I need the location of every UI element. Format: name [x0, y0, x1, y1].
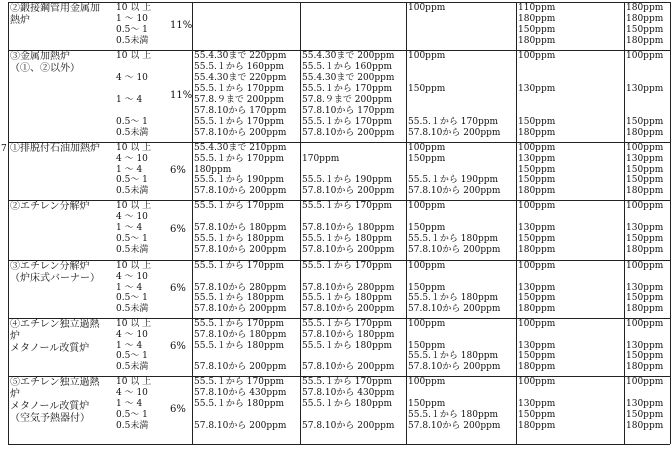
- table-line: 180ppm: [626, 245, 664, 255]
- table-cell-name: [10, 377, 112, 443]
- table-line: 4 ～ 10: [116, 388, 148, 398]
- table-cell-b: [302, 319, 404, 375]
- table-cell-c: [408, 201, 514, 259]
- table-line: 180ppm: [518, 362, 556, 373]
- table-line: 1 ～ 4: [116, 399, 143, 409]
- row-heading: 熱炉: [10, 15, 30, 26]
- table-line: 150ppm: [408, 153, 446, 164]
- table-line: 0.5未満: [116, 186, 149, 197]
- table-line: 150ppm: [626, 293, 664, 304]
- table-line: 100ppm: [408, 3, 446, 13]
- table-line: 57.8.９まで 200ppm: [194, 95, 284, 105]
- table-line: 1 ～ 4: [116, 282, 143, 293]
- table-rule: [8, 444, 670, 445]
- table-cell-name: [10, 143, 112, 199]
- table-line: 55.5.１から 180ppm: [408, 351, 498, 362]
- table-line: 10 以 上: [116, 143, 152, 153]
- table-cell-d: [518, 143, 622, 199]
- table-line: 57.8.10から 200ppm: [302, 421, 395, 431]
- table-line: 55.5.１から 160ppm: [302, 62, 392, 72]
- table-line: 57.8.10から 200ppm: [302, 128, 395, 138]
- table-line: 150ppm: [408, 223, 446, 233]
- table-line: 1 ～ 10: [116, 14, 148, 24]
- table-line: 55.5.１から 190ppm: [408, 175, 498, 186]
- row-heading: ③エチレン分解炉: [10, 261, 90, 272]
- table-line: 150ppm: [626, 351, 664, 362]
- table-cell-a: [194, 261, 298, 317]
- table-line: 100ppm: [626, 261, 664, 271]
- table-cell-e: [626, 143, 668, 199]
- table-rule: [624, 2, 625, 444]
- table-cell-c: [408, 319, 514, 375]
- table-line: 180ppm: [626, 362, 664, 373]
- table-line: 57.8.10から 180ppm: [302, 223, 395, 233]
- table-line: 180ppm: [626, 36, 664, 46]
- table-rule: [516, 2, 517, 444]
- table-line: 180ppm: [194, 164, 232, 175]
- table-line: 57.8.10から 180ppm: [302, 329, 395, 340]
- table-cell-sizes: [116, 319, 158, 375]
- row-heading: ⑤エチレン独立過熱: [10, 377, 100, 388]
- table-line: 150ppm: [626, 164, 664, 175]
- row-heading: （炉床式バーナー）: [10, 273, 100, 284]
- row-heading: ②エチレン分解炉: [10, 201, 90, 212]
- table-line: 150ppm: [626, 117, 664, 127]
- table-line: 130ppm: [626, 340, 664, 351]
- table-cell-o2: [162, 3, 193, 49]
- table-line: 1 ～ 4: [116, 95, 143, 105]
- table-line: 57.8.10から 170ppm: [194, 106, 287, 116]
- table-line: 180ppm: [518, 421, 556, 431]
- table-line: 180ppm: [626, 14, 664, 24]
- table-cell-sizes: [116, 51, 158, 141]
- table-line: 100ppm: [408, 201, 446, 211]
- oxygen-percent: 6%: [170, 341, 186, 352]
- table-line: 180ppm: [518, 36, 556, 46]
- table-line: 57.8.10から 200ppm: [302, 245, 395, 255]
- table-line: 100ppm: [626, 319, 664, 329]
- table-line: 55.5.１から 180ppm: [194, 234, 284, 244]
- table-line: 100ppm: [408, 51, 446, 61]
- table-line: 150ppm: [408, 340, 446, 351]
- table-line: 130ppm: [518, 153, 556, 164]
- table-cell-name: [10, 319, 112, 375]
- table-line: 130ppm: [626, 153, 664, 164]
- row-heading: 炉: [10, 331, 20, 342]
- table-line: 55.5.１から 170ppm: [408, 117, 498, 127]
- table-line: 180ppm: [518, 186, 556, 197]
- table-cell-c: [408, 143, 514, 199]
- table-cell-o2: [162, 51, 193, 141]
- table-line: 57.8.10から 430ppm: [194, 388, 287, 398]
- table-cell-a: [194, 51, 298, 141]
- table-line: 55.5.１から 160ppm: [194, 62, 284, 72]
- table-line: 57.8.10から 200ppm: [408, 304, 501, 315]
- table-cell-o2: [162, 319, 190, 375]
- table-line: 55.5.１から 170ppm: [302, 377, 392, 387]
- table-line: 150ppm: [518, 25, 556, 35]
- table-line: 57.8.10から 180ppm: [194, 223, 287, 233]
- table-line: 55.5.１から 170ppm: [194, 153, 284, 164]
- table-line: 57.8.10から 200ppm: [194, 245, 287, 255]
- table-line: 0.5～ 1: [116, 234, 148, 244]
- table-line: 55.5.１から 180ppm: [408, 234, 498, 244]
- table-line: 10 以 上: [116, 319, 152, 329]
- table-rule: [8, 2, 9, 444]
- table-line: 55.5.１から 170ppm: [194, 261, 284, 271]
- table-line: 150ppm: [626, 234, 664, 244]
- table-line: 150ppm: [408, 399, 446, 409]
- table-line: 150ppm: [408, 282, 446, 293]
- table-line: 57.8.10から 280ppm: [302, 282, 395, 293]
- table-line: 180ppm: [626, 3, 664, 13]
- table-line: 100ppm: [518, 201, 556, 211]
- table-line: 130ppm: [518, 223, 556, 233]
- table-line: 180ppm: [518, 304, 556, 315]
- table-line: 10 以 上: [116, 51, 152, 61]
- row-heading: ②鍛接鋼管用金属加: [10, 3, 100, 14]
- table-cell-e: [626, 201, 668, 259]
- table-cell-a: [194, 201, 298, 259]
- row-heading: ①排脱付石油加熱炉: [10, 143, 100, 154]
- table-line: 150ppm: [518, 234, 556, 244]
- table-line: 130ppm: [518, 399, 556, 409]
- table-line: 10 以 上: [116, 261, 152, 271]
- oxygen-percent: 6%: [170, 165, 186, 176]
- table-line: 55.5.１から 170ppm: [194, 319, 284, 329]
- table-line: 0.5～ 1: [116, 175, 148, 186]
- table-line: 150ppm: [626, 175, 664, 186]
- table-rule: [406, 2, 407, 444]
- table-line: 55.5.１から 170ppm: [302, 84, 392, 94]
- table-line: 100ppm: [518, 51, 556, 61]
- table-line: 100ppm: [408, 261, 446, 271]
- table-cell-c: [408, 3, 514, 49]
- row-heading: メタノール改質炉: [10, 401, 90, 412]
- table-cell-sizes: [116, 143, 158, 199]
- table-rule: [300, 2, 301, 444]
- table-line: 130ppm: [518, 282, 556, 293]
- table-line: 180ppm: [518, 245, 556, 255]
- table-line: 110ppm: [518, 3, 556, 13]
- table-cell-o2: [162, 143, 190, 199]
- table-line: 180ppm: [518, 14, 556, 24]
- table-cell-o2: [162, 261, 190, 317]
- table-cell-e: [626, 51, 668, 141]
- table-line: 55.4.30まで 200ppm: [302, 73, 395, 83]
- table-cell-b: [302, 143, 404, 199]
- table-line: 10 以 上: [116, 3, 152, 13]
- table-line: 180ppm: [626, 421, 664, 431]
- table-line: 150ppm: [518, 164, 556, 175]
- table-line: 57.8.10から 200ppm: [194, 304, 287, 315]
- table-line: 100ppm: [408, 143, 446, 153]
- table-cell-o2: [162, 377, 190, 443]
- table-line: 55.4.30まで 200ppm: [302, 51, 395, 61]
- table-line: 55.5.１から 180ppm: [302, 234, 392, 244]
- table-cell-e: [626, 261, 668, 317]
- table-cell-c: [408, 377, 514, 443]
- table-line: 57.8.10から 200ppm: [302, 304, 395, 315]
- row-heading: 炉: [10, 389, 20, 400]
- table-line: 0.5～ 1: [116, 117, 148, 127]
- table-line: 4 ～ 10: [116, 73, 148, 83]
- table-line: 0.5未満: [116, 36, 149, 46]
- table-line: 57.8.10から 200ppm: [194, 362, 287, 373]
- table-line: 0.5未満: [116, 421, 149, 431]
- table-line: 55.4.30まで 220ppm: [194, 51, 287, 61]
- table-line: 150ppm: [518, 351, 556, 362]
- table-line: 100ppm: [626, 51, 664, 61]
- table-cell-name: [10, 201, 112, 259]
- table-line: 0.5未満: [116, 128, 149, 138]
- table-cell-b: [302, 261, 404, 317]
- table-cell-a: [194, 377, 298, 443]
- table-line: 55.5.１から 170ppm: [194, 117, 284, 127]
- oxygen-percent: 6%: [170, 404, 186, 415]
- table-line: 100ppm: [518, 261, 556, 271]
- table-line: 1 ～ 4: [116, 340, 143, 351]
- table-line: 57.8.10から 200ppm: [194, 186, 287, 197]
- table-line: 130ppm: [626, 223, 664, 233]
- table-cell-b: [302, 377, 404, 443]
- table-cell-sizes: [116, 201, 158, 259]
- row-heading: メタノール改質炉: [10, 343, 90, 354]
- table-line: 57.8.10から 200ppm: [408, 186, 501, 197]
- table-cell-a: [194, 319, 298, 375]
- table-line: 55.5.１から 170ppm: [302, 117, 392, 127]
- table-line: 57.8.10から 280ppm: [194, 282, 287, 293]
- table-cell-c: [408, 51, 514, 141]
- table-line: 57.8.10から 200ppm: [194, 421, 287, 431]
- table-line: 57.8.10から 200ppm: [302, 186, 395, 197]
- table-cell-o2: [162, 201, 190, 259]
- table-line: 150ppm: [518, 117, 556, 127]
- table-line: 150ppm: [408, 84, 446, 94]
- table-line: 55.5.１から 170ppm: [194, 201, 284, 211]
- table-cell-d: [518, 261, 622, 317]
- table-rule: [192, 2, 193, 444]
- oxygen-percent: 11%: [170, 90, 193, 101]
- table-line: 57.8.10から 430ppm: [302, 388, 395, 398]
- table-line: 55.5.１から 180ppm: [194, 399, 284, 409]
- table-line: 55.5.１から 170ppm: [302, 319, 392, 329]
- table-line: 55.5.１から 180ppm: [408, 293, 498, 304]
- table-line: 150ppm: [518, 410, 556, 420]
- table-line: 100ppm: [626, 143, 664, 153]
- table-line: 100ppm: [626, 201, 664, 211]
- table-cell-e: [626, 377, 668, 443]
- table-line: 10 以 上: [116, 201, 152, 211]
- table-line: 55.5.１から 170ppm: [194, 84, 284, 94]
- table-line: 57.8.10から 200ppm: [408, 421, 501, 431]
- table-cell-b: [302, 201, 404, 259]
- table-line: 4 ～ 10: [116, 271, 148, 282]
- table-line: 0.5～ 1: [116, 293, 148, 304]
- table-line: 130ppm: [626, 282, 664, 293]
- table-line: 100ppm: [518, 377, 556, 387]
- table-cell-b: [302, 51, 404, 141]
- oxygen-percent: 6%: [170, 224, 186, 235]
- table-line: 0.5～ 1: [116, 25, 148, 35]
- table-line: 4 ～ 10: [116, 153, 148, 164]
- table-cell-sizes: [116, 3, 158, 49]
- table-cell-d: [518, 319, 622, 375]
- table-cell-a: [194, 3, 298, 49]
- table-line: 130ppm: [626, 84, 664, 94]
- table-cell-name: [10, 51, 112, 141]
- table-cell-name: [10, 261, 112, 317]
- table-line: 150ppm: [518, 293, 556, 304]
- table-line: 170ppm: [302, 153, 340, 164]
- table-cell-d: [518, 51, 622, 141]
- table-line: 1 ～ 4: [116, 164, 143, 175]
- row-heading: （①、②以外）: [10, 63, 80, 74]
- table-line: 55.5.１から 170ppm: [302, 261, 392, 271]
- table-cell-b: [302, 3, 404, 49]
- table-line: 100ppm: [518, 319, 556, 329]
- table-line: 57.8.10から 170ppm: [302, 106, 395, 116]
- table-cell-c: [408, 261, 514, 317]
- table-line: 150ppm: [626, 410, 664, 420]
- table-line: 4 ～ 10: [116, 212, 148, 222]
- row-heading: （空気予熱器付）: [10, 413, 90, 424]
- table-line: 57.8.９まで 200ppm: [302, 95, 392, 105]
- table-line: 57.8.10から 180ppm: [194, 329, 287, 340]
- oxygen-percent: 11%: [170, 20, 193, 31]
- table-cell-name: [10, 3, 112, 49]
- table-line: 55.5.１から 170ppm: [302, 201, 392, 211]
- table-line: 0.5～ 1: [116, 410, 148, 420]
- row-heading: ③金属加熱炉: [10, 51, 70, 62]
- table-line: 55.5.１から 180ppm: [302, 293, 392, 304]
- table-line: 0.5未満: [116, 245, 149, 255]
- table-line: 4 ～ 10: [116, 329, 148, 340]
- table-line: 57.8.10から 200ppm: [194, 128, 287, 138]
- table-line: 130ppm: [518, 340, 556, 351]
- table-line: 150ppm: [518, 175, 556, 186]
- table-line: 1 ～ 4: [116, 223, 143, 233]
- table-line: 180ppm: [626, 186, 664, 197]
- table-line: 55.4.30まで 220ppm: [194, 73, 287, 83]
- table-cell-d: [518, 3, 622, 49]
- table-line: 57.8.10から 200ppm: [302, 362, 395, 373]
- table-line: 55.5.１から 180ppm: [302, 399, 392, 409]
- table-cell-sizes: [116, 377, 158, 443]
- row-heading: ④エチレン独立過熱: [10, 319, 100, 330]
- table-line: 55.5.１から 180ppm: [194, 293, 284, 304]
- section-number: 7: [1, 144, 7, 154]
- table-line: 130ppm: [518, 84, 556, 94]
- table-line: 10 以 上: [116, 377, 152, 387]
- table-cell-sizes: [116, 261, 158, 317]
- oxygen-percent: 6%: [170, 283, 186, 294]
- table-line: 57.8.10から 200ppm: [408, 362, 501, 373]
- table-line: 57.8.10から 200ppm: [408, 128, 501, 138]
- table-cell-e: [626, 319, 668, 375]
- table-cell-e: [626, 3, 668, 49]
- table-line: 0.5未満: [116, 304, 149, 315]
- table-line: 180ppm: [518, 128, 556, 138]
- table-line: 130ppm: [626, 399, 664, 409]
- table-line: 0.5未満: [116, 362, 149, 373]
- table-line: 180ppm: [626, 304, 664, 315]
- table-line: 55.5.１から 180ppm: [302, 340, 392, 351]
- table-line: 150ppm: [626, 25, 664, 35]
- table-line: 55.5.１から 190ppm: [194, 175, 284, 186]
- table-line: 0.5～ 1: [116, 351, 148, 362]
- table-cell-d: [518, 377, 622, 443]
- table-cell-a: [194, 143, 298, 199]
- table-line: 55.5.１から 190ppm: [302, 175, 392, 186]
- table-cell-d: [518, 201, 622, 259]
- table-line: 180ppm: [626, 128, 664, 138]
- table-line: 55.5.１から 180ppm: [408, 410, 498, 420]
- table-line: 55.5.１から 170ppm: [194, 377, 284, 387]
- table-rule: [670, 2, 671, 444]
- table-line: 100ppm: [518, 143, 556, 153]
- table-line: 55.5.１から 180ppm: [194, 340, 284, 351]
- table-line: 100ppm: [626, 377, 664, 387]
- table-line: 100ppm: [408, 377, 446, 387]
- table-line: 100ppm: [408, 319, 446, 329]
- table-line: 55.4.30まで 210ppm: [194, 143, 287, 153]
- table-line: 57.8.10から 200ppm: [408, 245, 501, 255]
